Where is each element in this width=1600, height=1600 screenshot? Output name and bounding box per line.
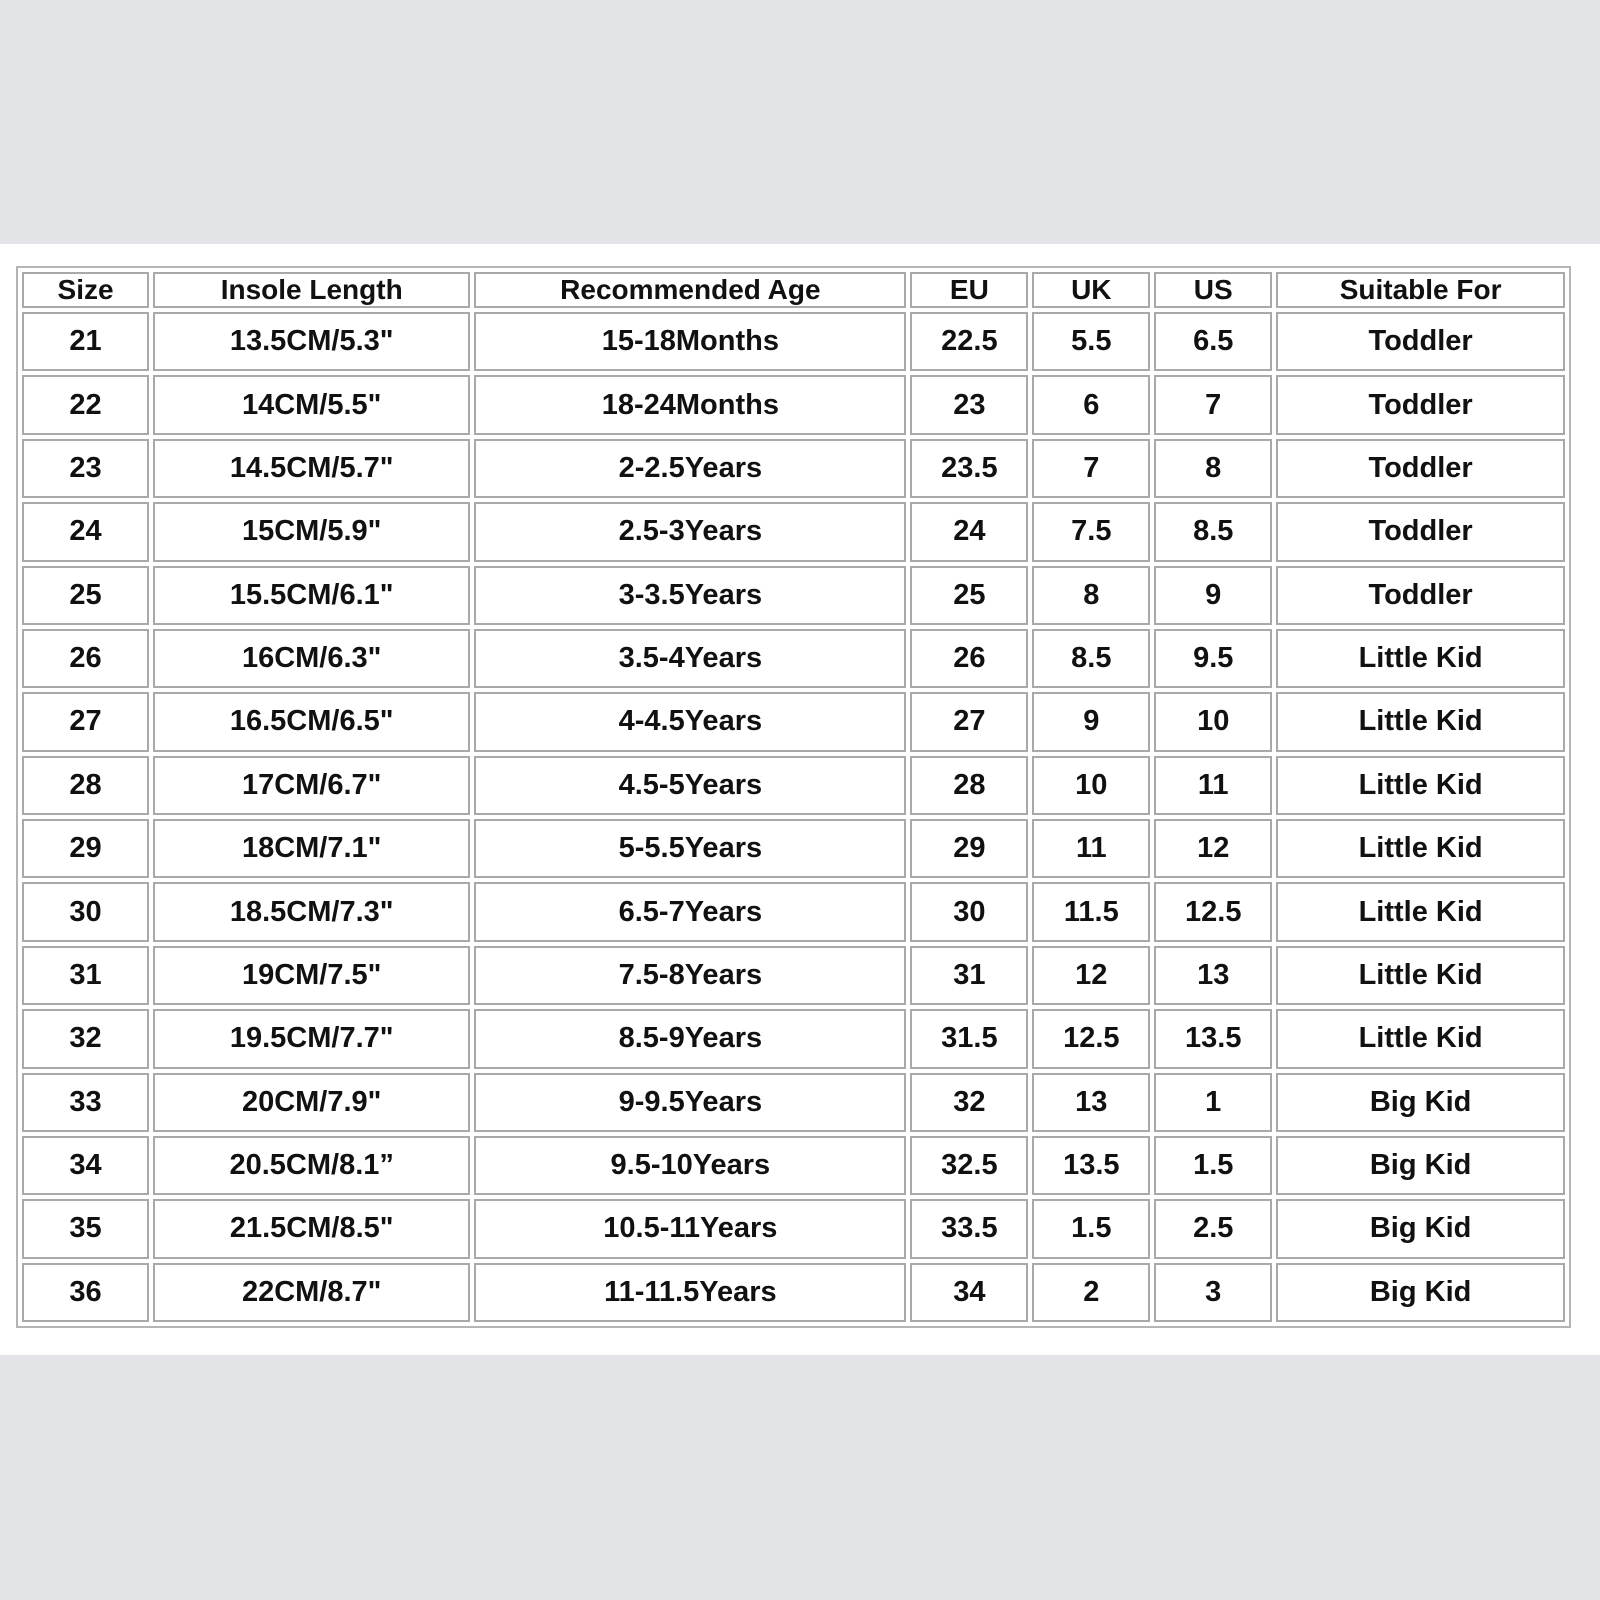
- cell-insole-length: 19.5CM/7.7": [153, 1009, 470, 1068]
- table-row: [22, 629, 1565, 688]
- cell-size: 23: [22, 439, 149, 498]
- cell-suitable-for: Little Kid: [1276, 882, 1565, 941]
- table-row: [22, 439, 1565, 498]
- table-row: [22, 312, 1565, 371]
- cell-size: 28: [22, 756, 149, 815]
- cell-size: 22: [22, 375, 149, 434]
- header-row: [22, 272, 1565, 308]
- cell-eu: 27: [910, 692, 1028, 751]
- cell-us: 7: [1154, 375, 1272, 434]
- cell-eu: 24: [910, 502, 1028, 561]
- cell-suitable-for: Little Kid: [1276, 756, 1565, 815]
- cell-recommended-age: 8.5-9Years: [474, 1009, 906, 1068]
- table-row: [22, 882, 1565, 941]
- cell-uk: 6: [1032, 375, 1150, 434]
- cell-recommended-age: 9-9.5Years: [474, 1073, 906, 1132]
- cell-insole-length: 16.5CM/6.5": [153, 692, 470, 751]
- cell-insole-length: 22CM/8.7": [153, 1263, 470, 1322]
- cell-recommended-age: 5-5.5Years: [474, 819, 906, 878]
- cell-suitable-for: Toddler: [1276, 439, 1565, 498]
- cell-us: 8: [1154, 439, 1272, 498]
- cell-uk: 11.5: [1032, 882, 1150, 941]
- cell-size: 25: [22, 566, 149, 625]
- cell-us: 3: [1154, 1263, 1272, 1322]
- cell-suitable-for: Toddler: [1276, 566, 1565, 625]
- cell-size: 27: [22, 692, 149, 751]
- cell-insole-length: 21.5CM/8.5": [153, 1199, 470, 1258]
- header-insole-length: Insole Length: [153, 272, 470, 308]
- table-row: [22, 1009, 1565, 1068]
- size-chart-panel: [0, 244, 1600, 1355]
- cell-uk: 1.5: [1032, 1199, 1150, 1258]
- cell-size: 32: [22, 1009, 149, 1068]
- cell-eu: 32: [910, 1073, 1028, 1132]
- table-row: [22, 1136, 1565, 1195]
- cell-us: 9: [1154, 566, 1272, 625]
- cell-uk: 8.5: [1032, 629, 1150, 688]
- header-size: Size: [22, 272, 149, 308]
- header-uk: UK: [1032, 272, 1150, 308]
- cell-eu: 23.5: [910, 439, 1028, 498]
- cell-insole-length: 18CM/7.1": [153, 819, 470, 878]
- table-row: [22, 1199, 1565, 1258]
- cell-insole-length: 17CM/6.7": [153, 756, 470, 815]
- cell-eu: 25: [910, 566, 1028, 625]
- cell-eu: 29: [910, 819, 1028, 878]
- cell-recommended-age: 2-2.5Years: [474, 439, 906, 498]
- cell-us: 10: [1154, 692, 1272, 751]
- cell-uk: 5.5: [1032, 312, 1150, 371]
- cell-suitable-for: Big Kid: [1276, 1199, 1565, 1258]
- table-row: [22, 375, 1565, 434]
- cell-size: 33: [22, 1073, 149, 1132]
- cell-eu: 28: [910, 756, 1028, 815]
- cell-eu: 31.5: [910, 1009, 1028, 1068]
- cell-suitable-for: Big Kid: [1276, 1136, 1565, 1195]
- cell-us: 6.5: [1154, 312, 1272, 371]
- table-row: [22, 756, 1565, 815]
- cell-suitable-for: Little Kid: [1276, 819, 1565, 878]
- cell-eu: 22.5: [910, 312, 1028, 371]
- cell-us: 12: [1154, 819, 1272, 878]
- cell-us: 8.5: [1154, 502, 1272, 561]
- cell-recommended-age: 11-11.5Years: [474, 1263, 906, 1322]
- cell-us: 12.5: [1154, 882, 1272, 941]
- cell-recommended-age: 3.5-4Years: [474, 629, 906, 688]
- cell-suitable-for: Big Kid: [1276, 1073, 1565, 1132]
- cell-size: 35: [22, 1199, 149, 1258]
- cell-uk: 8: [1032, 566, 1150, 625]
- table-header: [22, 272, 1565, 308]
- cell-size: 24: [22, 502, 149, 561]
- cell-us: 2.5: [1154, 1199, 1272, 1258]
- cell-eu: 33.5: [910, 1199, 1028, 1258]
- cell-uk: 12.5: [1032, 1009, 1150, 1068]
- cell-recommended-age: 10.5-11Years: [474, 1199, 906, 1258]
- cell-uk: 11: [1032, 819, 1150, 878]
- header-recommended-age: Recommended Age: [474, 272, 906, 308]
- cell-us: 1: [1154, 1073, 1272, 1132]
- cell-insole-length: 15CM/5.9": [153, 502, 470, 561]
- cell-us: 13.5: [1154, 1009, 1272, 1068]
- cell-eu: 34: [910, 1263, 1028, 1322]
- cell-insole-length: 16CM/6.3": [153, 629, 470, 688]
- cell-uk: 12: [1032, 946, 1150, 1005]
- table-row: [22, 502, 1565, 561]
- table-row: [22, 692, 1565, 751]
- cell-size: 26: [22, 629, 149, 688]
- cell-uk: 9: [1032, 692, 1150, 751]
- cell-size: 31: [22, 946, 149, 1005]
- cell-size: 29: [22, 819, 149, 878]
- cell-suitable-for: Little Kid: [1276, 629, 1565, 688]
- cell-insole-length: 18.5CM/7.3": [153, 882, 470, 941]
- cell-eu: 23: [910, 375, 1028, 434]
- cell-insole-length: 14.5CM/5.7": [153, 439, 470, 498]
- cell-suitable-for: Little Kid: [1276, 692, 1565, 751]
- cell-eu: 31: [910, 946, 1028, 1005]
- cell-recommended-age: 4.5-5Years: [474, 756, 906, 815]
- table-row: [22, 819, 1565, 878]
- header-suitable-for: Suitable For: [1276, 272, 1565, 308]
- table-row: [22, 946, 1565, 1005]
- cell-uk: 7.5: [1032, 502, 1150, 561]
- cell-us: 13: [1154, 946, 1272, 1005]
- cell-suitable-for: Toddler: [1276, 375, 1565, 434]
- header-eu: EU: [910, 272, 1028, 308]
- cell-size: 36: [22, 1263, 149, 1322]
- cell-recommended-age: 6.5-7Years: [474, 882, 906, 941]
- cell-size: 34: [22, 1136, 149, 1195]
- table-row: [22, 566, 1565, 625]
- cell-suitable-for: Big Kid: [1276, 1263, 1565, 1322]
- cell-uk: 2: [1032, 1263, 1150, 1322]
- cell-size: 21: [22, 312, 149, 371]
- cell-recommended-age: 18-24Months: [474, 375, 906, 434]
- cell-uk: 13.5: [1032, 1136, 1150, 1195]
- cell-insole-length: 19CM/7.5": [153, 946, 470, 1005]
- header-us: US: [1154, 272, 1272, 308]
- cell-eu: 32.5: [910, 1136, 1028, 1195]
- cell-insole-length: 15.5CM/6.1": [153, 566, 470, 625]
- cell-recommended-age: 2.5-3Years: [474, 502, 906, 561]
- cell-recommended-age: 7.5-8Years: [474, 946, 906, 1005]
- cell-recommended-age: 4-4.5Years: [474, 692, 906, 751]
- cell-suitable-for: Little Kid: [1276, 946, 1565, 1005]
- cell-insole-length: 20.5CM/8.1”: [153, 1136, 470, 1195]
- cell-us: 9.5: [1154, 629, 1272, 688]
- cell-uk: 10: [1032, 756, 1150, 815]
- cell-eu: 26: [910, 629, 1028, 688]
- cell-us: 11: [1154, 756, 1272, 815]
- size-chart-table-frame: [16, 266, 1571, 1328]
- cell-recommended-age: 9.5-10Years: [474, 1136, 906, 1195]
- cell-insole-length: 13.5CM/5.3": [153, 312, 470, 371]
- cell-us: 1.5: [1154, 1136, 1272, 1195]
- cell-suitable-for: Toddler: [1276, 312, 1565, 371]
- cell-insole-length: 14CM/5.5": [153, 375, 470, 434]
- table-body: [22, 312, 1565, 1322]
- size-chart-table: [18, 268, 1569, 1326]
- cell-recommended-age: 3-3.5Years: [474, 566, 906, 625]
- cell-size: 30: [22, 882, 149, 941]
- cell-suitable-for: Toddler: [1276, 502, 1565, 561]
- table-row: [22, 1263, 1565, 1322]
- cell-suitable-for: Little Kid: [1276, 1009, 1565, 1068]
- cell-eu: 30: [910, 882, 1028, 941]
- cell-insole-length: 20CM/7.9": [153, 1073, 470, 1132]
- table-row: [22, 1073, 1565, 1132]
- cell-uk: 13: [1032, 1073, 1150, 1132]
- cell-uk: 7: [1032, 439, 1150, 498]
- cell-recommended-age: 15-18Months: [474, 312, 906, 371]
